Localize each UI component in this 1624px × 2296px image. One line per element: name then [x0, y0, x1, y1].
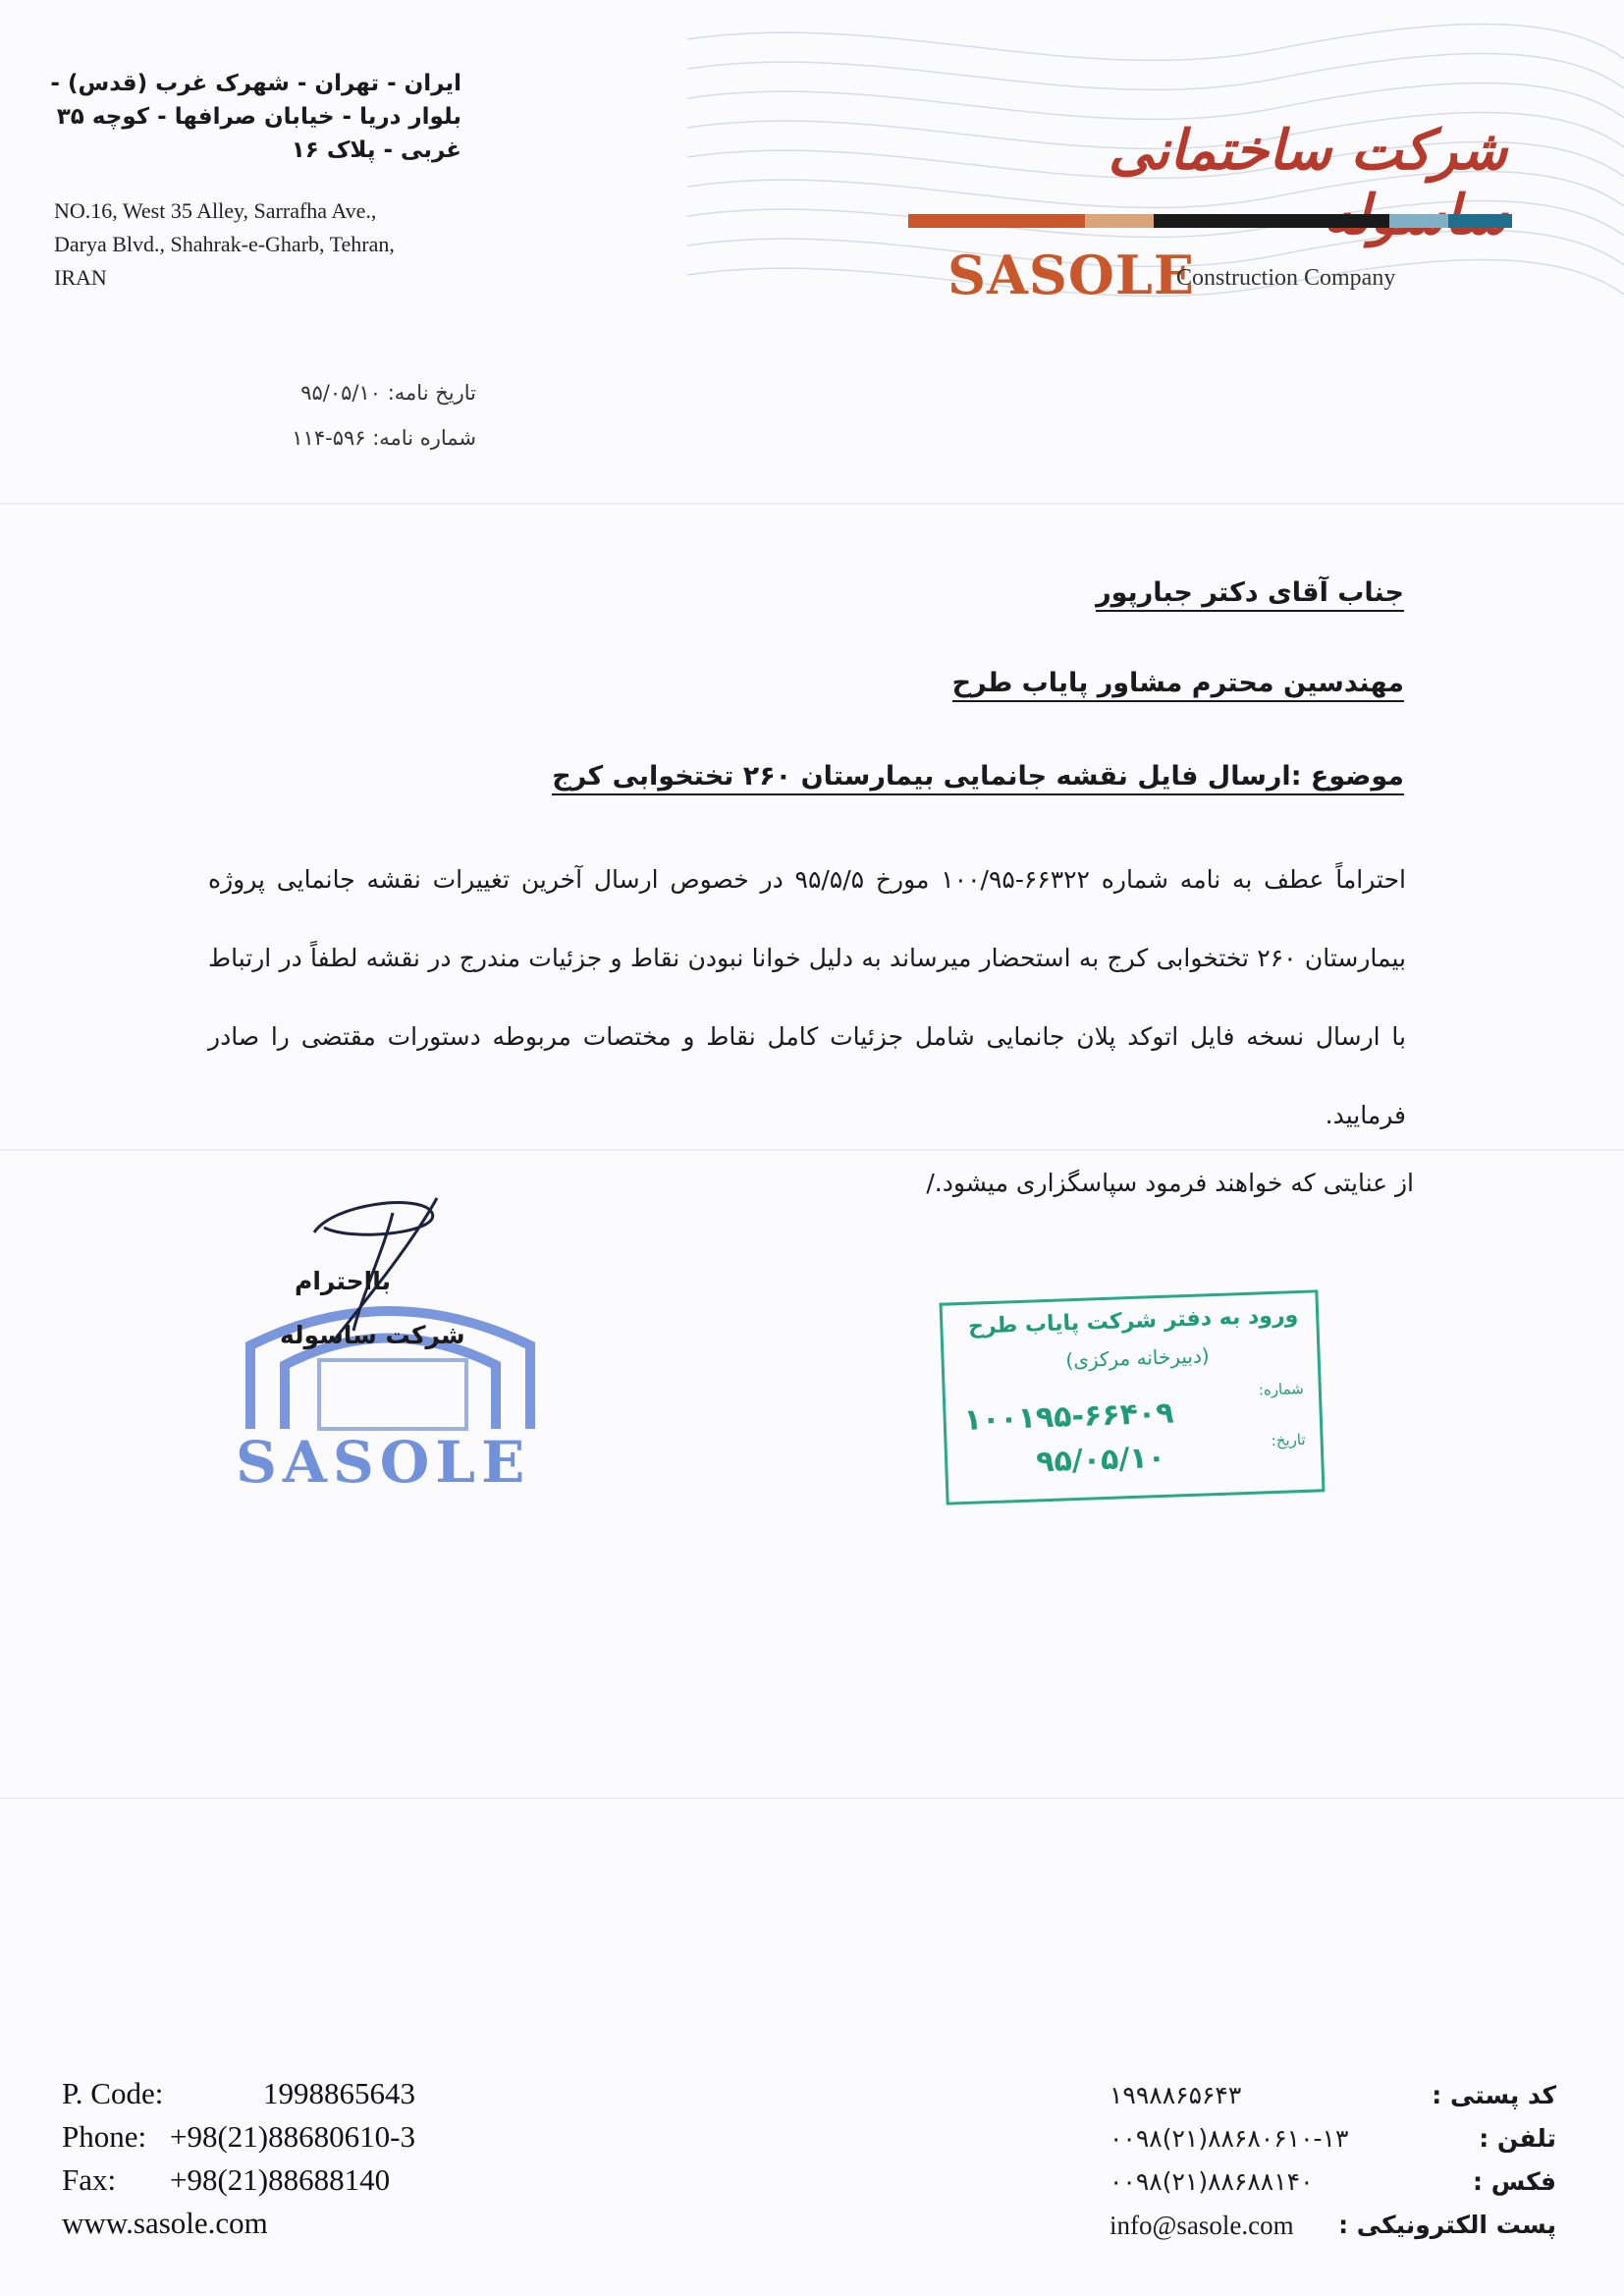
footer-fa-phone-row [1110, 2117, 1556, 2160]
footer-fa-email-row [1110, 2204, 1556, 2247]
address-english-line: Darya Blvd., Shahrak-e-Gharb, Tehran, [54, 232, 395, 256]
footer-phone-row [62, 2115, 415, 2159]
address-persian-line: بلوار دریا - خیابان صرافها - کوچه ۳۵ [56, 104, 461, 130]
footer-contact-persian [1110, 2074, 1556, 2247]
letter-number: شماره نامه: ۵۹۶-۱۱۴ [292, 426, 476, 450]
company-stamp-text: SASOLE [236, 1429, 531, 1496]
address-english-line: IRAN [54, 265, 107, 290]
company-logo-subtitle: Construction Company [1176, 265, 1396, 291]
footer-fax-value: +98(21)88688140 [170, 2162, 391, 2197]
footer-fa-phone-value: ۰۰۹۸(۲۱)۸۸۶۸۰۶۱۰-۱۳ [1110, 2124, 1349, 2153]
receipt-stamp-number: ۱۰۰۱۹۵-۶۶۴۰۹ [963, 1395, 1175, 1438]
addressee-name: جناب آقای دکتر جبارپور [1096, 577, 1404, 612]
letter-closing: از عنایتی که خواهند فرمود سپاسگزاری میشود./ [926, 1169, 1414, 1197]
receipt-stamp-number-label: شماره: [1258, 1379, 1305, 1399]
footer-fa-fax-label: فکس : [1473, 2167, 1556, 2196]
receipt-stamp [940, 1289, 1326, 1504]
address-english [54, 194, 395, 295]
address-persian [49, 67, 461, 167]
footer-fa-email-value[interactable]: info@sasole.com [1110, 2211, 1294, 2240]
footer-fa-email-label: پست الکترونیکی : [1338, 2211, 1556, 2239]
footer-fax-row [62, 2159, 415, 2202]
fold-line-top [0, 503, 1624, 505]
footer-phone-value: +98(21)88680610-3 [170, 2119, 415, 2154]
letter-body: احتراماً عطف به نامه شماره ۶۶۳۲۲-۱۰۰/۹۵ مورخ ۹۵/۵/۵ در خصوص ارسال آخرین تغییرات نقشه جانمایی پروژه بیمارستان ۲۶۰ تختخوابی کرج به استحضار میرساند به دلیل خوانا نبودن نقاط و جزئیات مندرج در نقشه لطفاً در ارتباط با ارسال نسخه فایل اتوکد پلان جانمایی شامل جزئیات کامل نقاط و مختصات مربوطه دستورات مقتضی را صادر فرمایید. [208, 865, 1406, 1129]
footer-website-row [62, 2202, 415, 2245]
address-english-line: NO.16, West 35 Alley, Sarrafha Ave., [54, 198, 377, 223]
footer-fax-label: Fax: [62, 2162, 117, 2197]
footer-postal-row [62, 2072, 415, 2115]
footer-postal-value: 1998865643 [263, 2076, 415, 2110]
signature-company: شرکت ساسوله [280, 1321, 465, 1349]
receipt-stamp-date-label: تاریخ: [1271, 1430, 1306, 1450]
address-persian-line: غربی - پلاک ۱۶ [291, 137, 461, 163]
footer-fa-fax-row [1110, 2160, 1556, 2204]
footer-postal-label: P. Code: [62, 2076, 164, 2110]
letter-subject: موضوع :ارسال فایل نقشه جانمایی بیمارستان ۲۶۰ تختخوابی کرج [552, 761, 1404, 795]
receipt-stamp-date: ۹۵/۰۵/۱۰ [1035, 1440, 1166, 1480]
company-logo-persian: شرکت ساختمانی [1108, 118, 1507, 183]
footer-fa-postal-label: کد پستی : [1432, 2081, 1556, 2109]
addressee-title: مهندسین محترم مشاور پایاب طرح [952, 668, 1404, 702]
footer-fa-postal-row [1110, 2074, 1556, 2117]
signature-regards: بااحترام [295, 1267, 392, 1295]
footer-phone-label: Phone: [62, 2119, 147, 2154]
logo-color-bar [908, 214, 1512, 228]
company-logo-english: SASOLE [947, 244, 1196, 306]
receipt-stamp-subtitle: (دبیرخانه مرکزی) [1065, 1343, 1210, 1373]
footer-fa-postal-value: ۱۹۹۸۸۶۵۶۴۳ [1110, 2081, 1242, 2109]
receipt-stamp-title: ورود به دفتر شرکت پایاب طرح [967, 1303, 1299, 1339]
address-persian-line: ایران - تهران - شهرک غرب (قدس) - [50, 71, 461, 96]
footer-fa-fax-value: ۰۰۹۸(۲۱)۸۸۶۸۸۱۴۰ [1110, 2167, 1314, 2196]
footer-website[interactable]: www.sasole.com [62, 2206, 268, 2240]
letter-date: تاریخ نامه: ۹۵/۰۵/۱۰ [300, 381, 476, 405]
footer-fa-phone-label: تلفن : [1479, 2124, 1556, 2153]
fold-line-bottom [0, 1797, 1624, 1799]
footer-contact-english [62, 2072, 415, 2245]
